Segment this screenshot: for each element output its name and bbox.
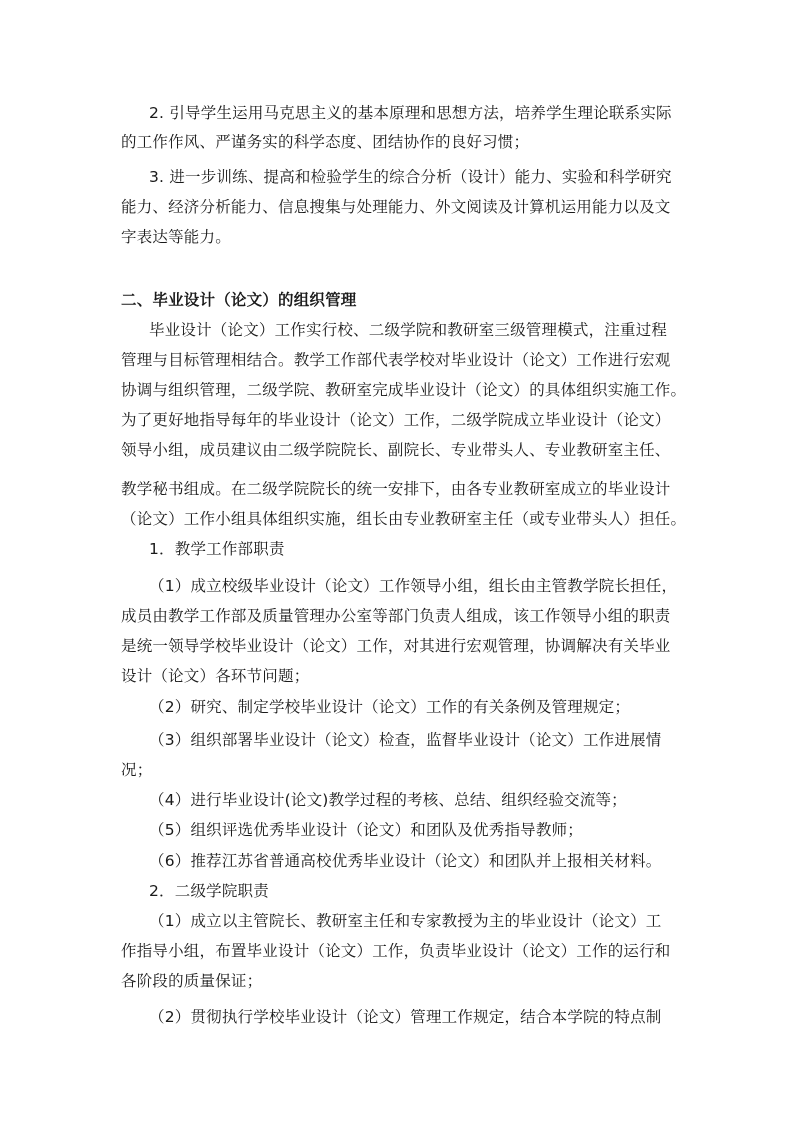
- paragraph-line: 字表达等能力。: [121, 228, 231, 246]
- paragraph-line: 作指导小组，布置毕业设计（论文）工作，负责毕业设计（论文）工作的运行和: [121, 942, 671, 960]
- paragraph-line: 2. 引导学生运用马克思主义的基本原理和思想方法，培养学生理论联系实际: [149, 104, 672, 122]
- paragraph-line: （6）推荐江苏省普通高校优秀毕业设计（论文）和团队并上报相关材料。: [149, 852, 662, 870]
- paragraph-line: 为了更好地指导每年的毕业设计（论文）工作，二级学院成立毕业设计（论文）: [121, 411, 671, 429]
- paragraph-line: （论文）工作小组具体组织实施，组长由专业教研室主任（或专业带头人）担任。: [121, 510, 687, 528]
- paragraph-line: 管理与目标管理相结合。教学工作部代表学校对毕业设计（论文）工作进行宏观: [121, 351, 671, 369]
- paragraph-line: （1）成立校级毕业设计（论文）工作领导小组，组长由主管教学院长担任，: [149, 577, 678, 595]
- paragraph-line: （2）研究、制定学校毕业设计（论文）工作的有关条例及管理规定；: [149, 698, 631, 716]
- paragraph-line: 的工作作风、严谨务实的科学态度、团结协作的良好习惯；: [121, 133, 530, 151]
- paragraph-line: （3）组织部署毕业设计（论文）检查，监督毕业设计（论文）工作进展情: [149, 731, 662, 749]
- paragraph-line: 协调与组织管理，二级学院、教研室完成毕业设计（论文）的具体组织实施工作。: [121, 381, 687, 399]
- paragraph-line: 教学秘书组成。在二级学院院长的统一安排下，由各专业教研室成立的毕业设计: [121, 480, 671, 498]
- paragraph-line: 能力、经济分析能力、信息搜集与处理能力、外文阅读及计算机运用能力以及文: [121, 198, 671, 216]
- paragraph-line: 3. 进一步训练、提高和检验学生的综合分析（设计）能力、实验和科学研究: [149, 168, 672, 186]
- paragraph-line: 设计（论文）各环节问题；: [121, 667, 310, 685]
- paragraph-line: 况；: [121, 761, 153, 779]
- paragraph-line: 是统一领导学校毕业设计（论文）工作，对其进行宏观管理，协调解决有关毕业: [121, 637, 671, 655]
- paragraph-line: （2）贯彻执行学校毕业设计（论文）管理工作规定，结合本学院的特点制: [149, 1008, 662, 1026]
- paragraph-line: 毕业设计（论文）工作实行校、二级学院和教研室三级管理模式，注重过程: [149, 321, 668, 339]
- paragraph-line: （4）进行毕业设计(论文)教学过程的考核、总结、组织经验交流等；: [149, 791, 627, 809]
- paragraph-line: （5）组织评选优秀毕业设计（论文）和团队及优秀指导教师；: [149, 821, 583, 839]
- subsection-heading: 1．教学工作部职责: [149, 540, 285, 558]
- paragraph-line: 领导小组，成员建议由二级学院院长、副院长、专业带头人、专业教研室主任、: [121, 441, 671, 459]
- section-heading: 二、毕业设计（论文）的组织管理: [121, 291, 357, 309]
- paragraph-line: （1）成立以主管院长、教研室主任和专家教授为主的毕业设计（论文）工: [149, 912, 662, 930]
- paragraph-line: 成员由教学工作部及质量管理办公室等部门负责人组成，该工作领导小组的职责: [121, 607, 671, 625]
- subsection-heading: 2．二级学院职责: [149, 882, 269, 900]
- paragraph-line: 各阶段的质量保证；: [121, 972, 263, 990]
